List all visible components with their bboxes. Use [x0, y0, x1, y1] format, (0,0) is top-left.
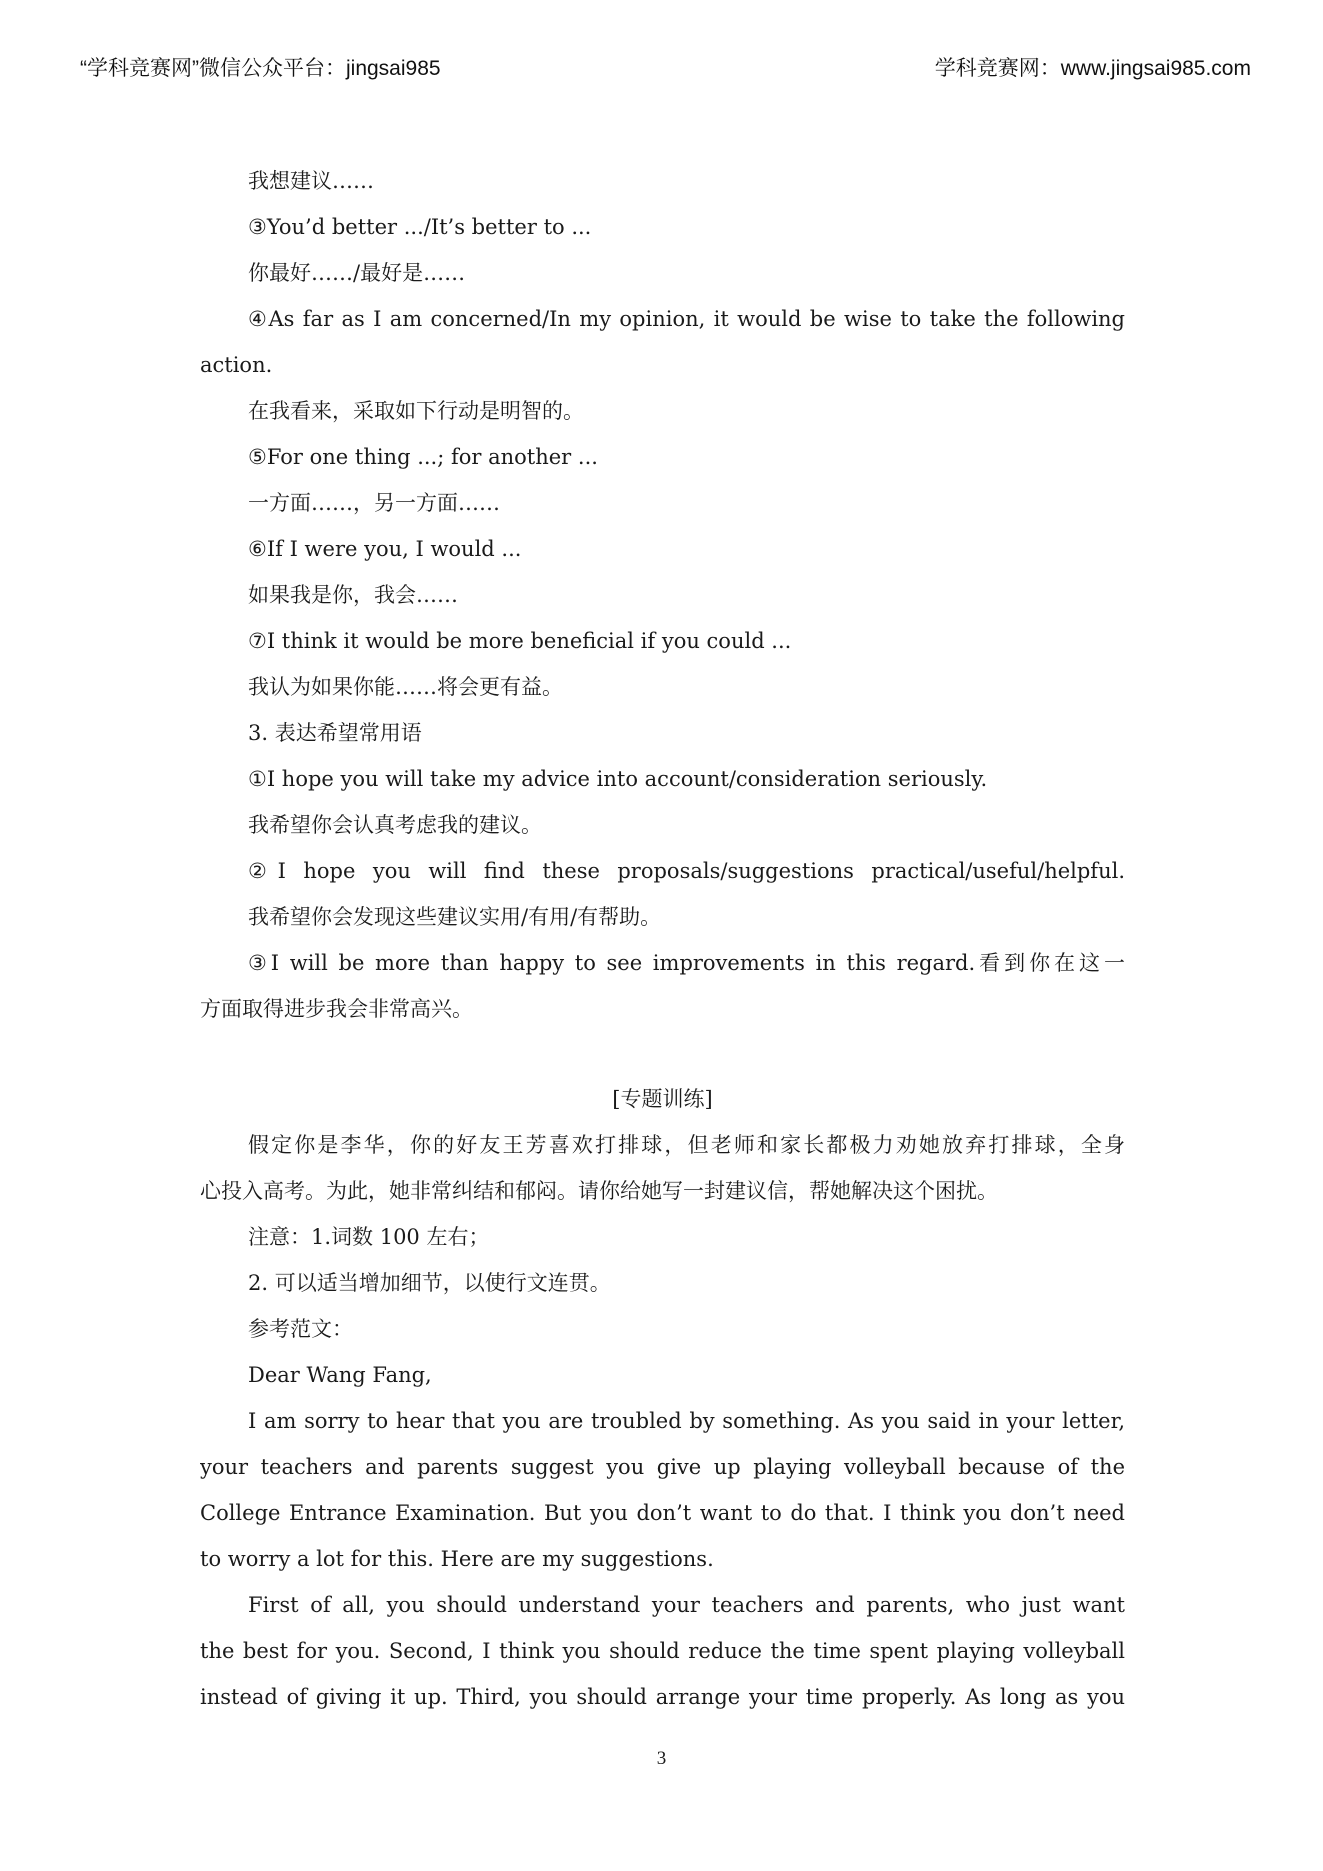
note-line: 注意：1.词数 100 左右；: [248, 1225, 490, 1249]
letter-line: instead of giving it up. Third, you should arrange your time properly. As long as you: [200, 1685, 1125, 1709]
text-line: 你最好……/最好是……: [248, 261, 466, 285]
text-line: 一方面……，另一方面……: [248, 491, 500, 515]
spacer: [200, 1032, 1125, 1076]
sample-label: 参考范文：: [248, 1317, 353, 1341]
letter-line: to worry a lot for this. Here are my suggestions.: [200, 1547, 714, 1571]
header-right-text: 学科竞赛网：www.jingsai985.com: [934, 57, 1251, 80]
letter-line: your teachers and parents suggest you give up playing volleyball because of the: [200, 1455, 1125, 1479]
letter-salutation: Dear Wang Fang,: [248, 1363, 432, 1387]
page-number: 3: [656, 1748, 667, 1769]
letter-line: College Entrance Examination. But you don’t want to do that. I think you don’t need: [200, 1501, 1125, 1525]
task-text-line: 心投入高考。为此，她非常纠结和郁闷。请你给她写一封建议信，帮她解决这个困扰。: [200, 1179, 998, 1203]
task-text-line: 假定你是李华，你的好友王芳喜欢打排球，但老师和家长都极力劝她放弃打排球，全身: [248, 1133, 1125, 1157]
text-line: ⑦I think it would be more beneficial if you could ...: [248, 629, 792, 653]
note-line: 2. 可以适当增加细节，以使行文连贯。: [248, 1271, 611, 1295]
text-line: ①I hope you will take my advice into account/consideration seriously.: [248, 767, 988, 791]
letter-line: I am sorry to hear that you are troubled by something. As you said in your letter,: [248, 1409, 1125, 1433]
text-line: ④As far as I am concerned/In my opinion, it would be wise to take the following: [248, 307, 1125, 331]
text-line: ②I hope you will find these proposals/suggestions practical/useful/helpful.: [248, 859, 1125, 883]
text-line: ⑤For one thing ...; for another ...: [248, 445, 598, 469]
text-line: ③You’d better .../It’s better to ...: [248, 215, 592, 239]
section-title: [专题训练]: [612, 1087, 713, 1111]
text-line: 我认为如果你能……将会更有益。: [248, 675, 563, 699]
text-line: ③I will be more than happy to see improvements in this regard.看到你在这一: [248, 951, 1125, 975]
text-line: action.: [200, 353, 273, 377]
text-line: 方面取得进步我会非常高兴。: [200, 997, 473, 1021]
text-line: 我希望你会发现这些建议实用/有用/有帮助。: [248, 905, 662, 929]
section-heading: 3. 表达希望常用语: [248, 721, 422, 745]
text-line: 我想建议……: [248, 169, 374, 193]
letter-line: First of all, you should understand your teachers and parents, who just want: [248, 1593, 1125, 1617]
letter-line: the best for you. Second, I think you should reduce the time spent playing volleyball: [200, 1639, 1125, 1663]
text-line: 如果我是你，我会……: [248, 583, 458, 607]
header-left-text: “学科竞赛网”微信公众平台：jingsai985: [80, 57, 441, 80]
text-line: 我希望你会认真考虑我的建议。: [248, 813, 542, 837]
text-line: ⑥If I were you, I would ...: [248, 537, 522, 561]
document-body: [200, 158, 1125, 1720]
text-line: 在我看来，采取如下行动是明智的。: [248, 399, 584, 423]
